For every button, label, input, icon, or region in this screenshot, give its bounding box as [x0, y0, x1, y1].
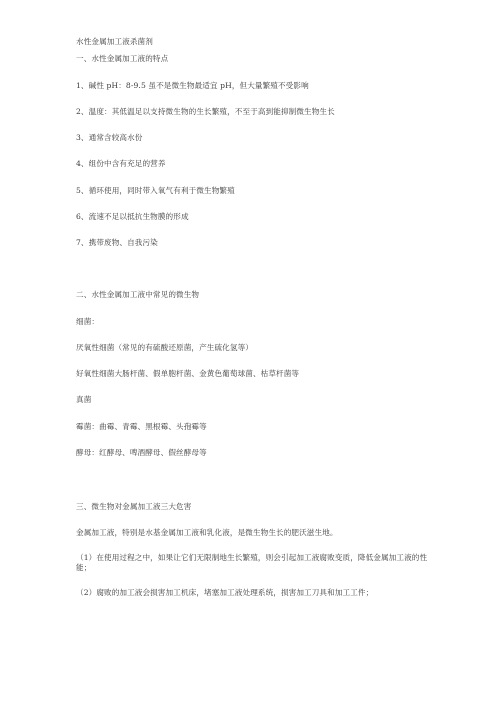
list-item: 6、流速不足以抵抗生物膜的形成: [76, 212, 189, 221]
list-item: 4、组份中含有充足的营养: [76, 159, 166, 168]
section1-heading: 一、水性金属加工液的特点: [76, 54, 169, 63]
section2-heading: 二、水性金属加工液中常见的微生物: [76, 290, 200, 299]
list-item: 5、循环使用，同时带入氧气有利于微生物繁殖: [76, 186, 235, 195]
aerobic-bacteria: 好氧性细菌大肠杆菌、假单胞杆菌、金黄色葡萄球菌、枯草杆菌等: [76, 369, 300, 378]
section3-intro: 金属加工液，特别是水基金属加工液和乳化液，是微生物生长的肥沃滋生地。: [76, 528, 338, 537]
yeasts: 酵母：红酵母、啤酒酵母、假丝酵母等: [76, 448, 207, 457]
fungi-label: 真菌: [76, 395, 92, 404]
molds: 霉菌：曲霉、青霉、黑根霉、头孢霉等: [76, 422, 207, 431]
list-item: 1、碱性 pH：8-9.5 虽不是微生物最适宜 pH，但大量繁殖不受影响: [76, 81, 309, 90]
section3-point1: （1）在使用过程之中，如果让它们无限制地生长繁殖，则会引起加工液腐败变质，降低金属加工液的性能；: [76, 553, 428, 572]
document-title: 水性金属加工液杀菌剂: [76, 37, 153, 46]
bacteria-label: 细菌：: [76, 317, 100, 326]
section3-heading: 三、微生物对金属加工液三大危害: [76, 502, 192, 511]
list-item: 7、携带废物、自我污染: [76, 238, 158, 247]
anaerobic-bacteria: 厌氧性细菌（常见的有硫酸还原菌，产生硫化氢等）: [76, 343, 253, 352]
section3-point2: （2）腐败的加工液会损害加工机床，堵塞加工液处理系统，损害加工刀具和加工工件；: [76, 588, 374, 597]
list-item: 2、温度：其低温足以支持微生物的生长繁殖，不至于高到能抑制微生物生长: [76, 107, 335, 116]
list-item: 3、通常含较高水份: [76, 133, 143, 142]
